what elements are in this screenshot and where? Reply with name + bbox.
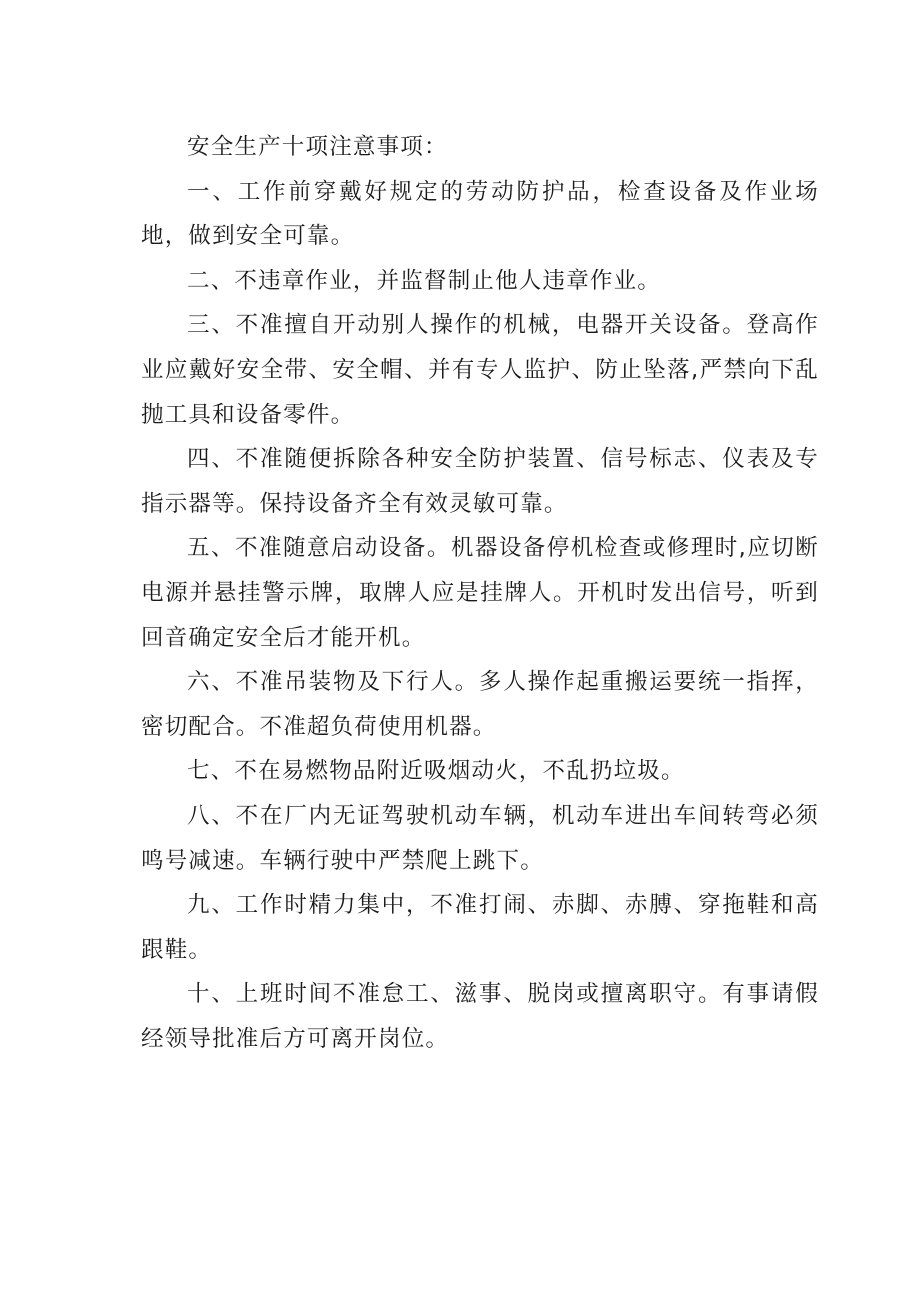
rule-item-10: 十、上班时间不准怠工、滋事、脱岗或擅离职守。有事请假经领导批准后方可离开岗位。 bbox=[141, 981, 819, 1052]
rule-item-5: 五、不准随意启动设备。机器设备停机检查或修理时,应切断电源并悬挂警示牌，取牌人应是挂牌人。开机时发出信号，听到回音确定安全后才能开机。 bbox=[141, 535, 819, 651]
rule-item-6: 六、不准吊装物及下行人。多人操作起重搬运要统一指挥，密切配合。不准超负荷使用机器。 bbox=[141, 669, 819, 740]
rule-item-2: 二、不违章作业，并监督制止他人违章作业。 bbox=[187, 267, 662, 294]
rule-item-9: 九、工作时精力集中，不准打闹、赤脚、赤膊、穿拖鞋和高跟鞋。 bbox=[141, 892, 819, 963]
rule-item-8: 八、不在厂内无证驾驶机动车辆，机动车进出车间转弯必须鸣号减速。车辆行驶中严禁爬上跳下。 bbox=[141, 802, 819, 874]
rule-item-1: 一、工作前穿戴好规定的劳动防护品，检查设备及作业场地，做到安全可靠。 bbox=[141, 178, 819, 250]
rule-item-3: 三、不准擅自开动别人操作的机械，电器开关设备。登高作业应戴好安全带、安全帽、并有专人监护、防止坠落,严禁向下乱抛工具和设备零件。 bbox=[141, 312, 819, 428]
rule-item-7: 七、不在易燃物品附近吸烟动火，不乱扔垃圾。 bbox=[187, 758, 685, 785]
document-page bbox=[141, 125, 819, 1061]
rule-item-4: 四、不准随便拆除各种安全防护装置、信号标志、仪表及专指示器等。保持设备齐全有效灵敏可靠。 bbox=[141, 446, 819, 517]
document-heading: 安全生产十项注意事项： bbox=[187, 134, 448, 160]
